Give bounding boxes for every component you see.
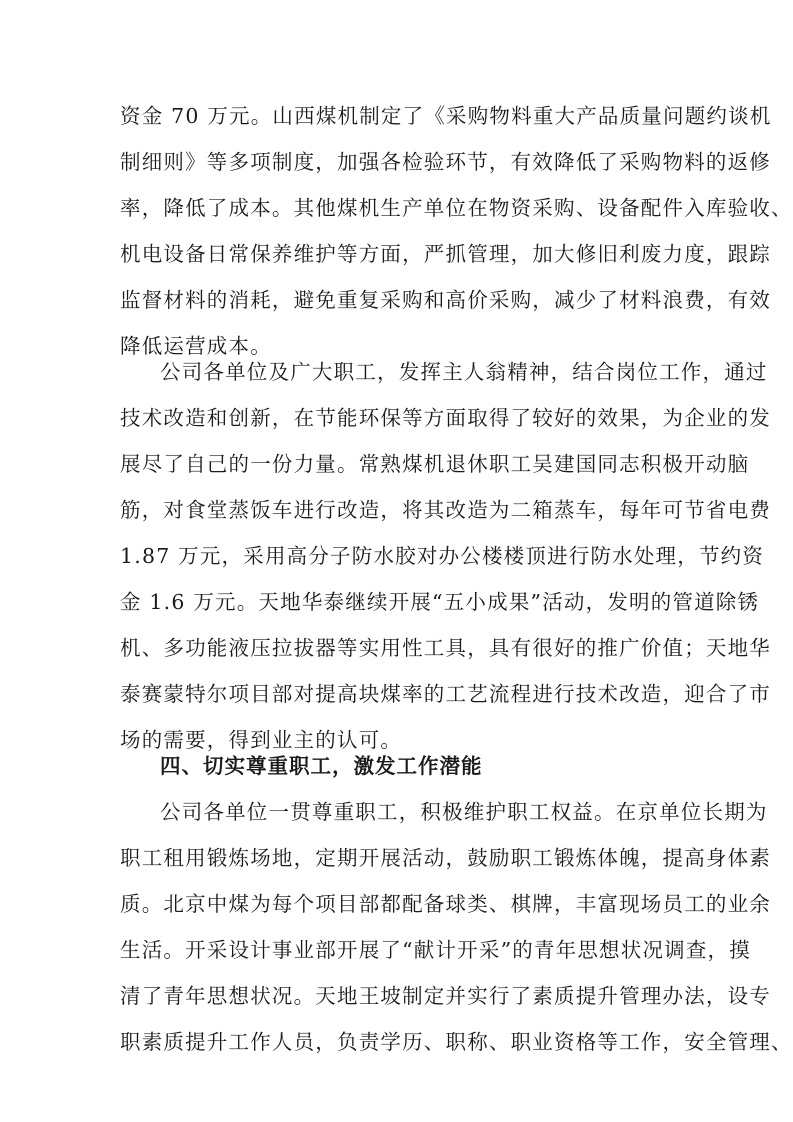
paragraph-2-line-8: 泰赛蒙特尔项目部对提高块煤率的工艺流程进行技术改造，迎合了市	[120, 682, 771, 706]
paragraph-2-line-5: 1.87 万元，采用高分子防水胶对办公楼楼顶进行防水处理，节约资	[120, 544, 765, 568]
paragraph-2-line-2: 技术改造和创新，在节能环保等方面取得了较好的效果，为企业的发	[120, 406, 771, 430]
paragraph-2-line-7: 机、多功能液压拉拔器等实用性工具，具有很好的推广价值；天地华	[120, 636, 771, 660]
paragraph-2-line-6: 金 1.6 万元。天地华泰继续开展“五小成果”活动，发明的管道除锈	[120, 590, 760, 614]
paragraph-3-line-3: 质。北京中煤为每个项目部都配备球类、棋牌，丰富现场员工的业余	[120, 892, 771, 916]
paragraph-3-line-4: 生活。开采设计事业部开展了“献计开采”的青年思想状况调查，摸	[120, 938, 751, 962]
paragraph-2-line-9: 场的需要，得到业主的认可。	[120, 728, 403, 752]
paragraph-1-line-2: 制细则》等多项制度，加强各检验环节，有效降低了采购物料的返修	[120, 150, 771, 174]
paragraph-1-line-1: 资金 70 万元。山西煤机制定了《采购物料重大产品质量问题约谈机	[120, 104, 772, 128]
paragraph-2-line-1: 公司各单位及广大职工，发挥主人翁精神，结合岗位工作，通过	[160, 360, 768, 384]
paragraph-3-line-2: 职工租用锻炼场地，定期开展活动，鼓励职工锻炼体魄，提高身体素	[120, 846, 771, 870]
paragraph-3-line-5: 清了青年思想状况。天地王坡制定并实行了素质提升管理办法，设专	[120, 984, 771, 1008]
paragraph-1-line-3: 率，降低了成本。其他煤机生产单位在物资采购、设备配件入库验收、	[120, 196, 793, 220]
paragraph-1-line-6: 降低运营成本。	[120, 334, 272, 358]
section-heading: 四、切实尊重职工，激发工作潜能	[160, 754, 483, 778]
paragraph-2-line-3: 展尽了自己的一份力量。常熟煤机退休职工吴建国同志积极开动脑	[120, 452, 750, 476]
paragraph-1-line-5: 监督材料的消耗，避免重复采购和高价采购，减少了材料浪费，有效	[120, 288, 771, 312]
paragraph-2-line-4: 筋，对食堂蒸饭车进行改造，将其改造为二箱蒸车，每年可节省电费	[120, 498, 771, 522]
paragraph-1-line-4: 机电设备日常保养维护等方面，严抓管理，加大修旧利废力度，跟踪	[120, 242, 771, 266]
paragraph-3-line-1: 公司各单位一贯尊重职工，积极维护职工权益。在京单位长期为	[160, 800, 768, 824]
paragraph-3-line-6: 职素质提升工作人员，负责学历、职称、职业资格等工作，安全管理、	[120, 1030, 793, 1054]
